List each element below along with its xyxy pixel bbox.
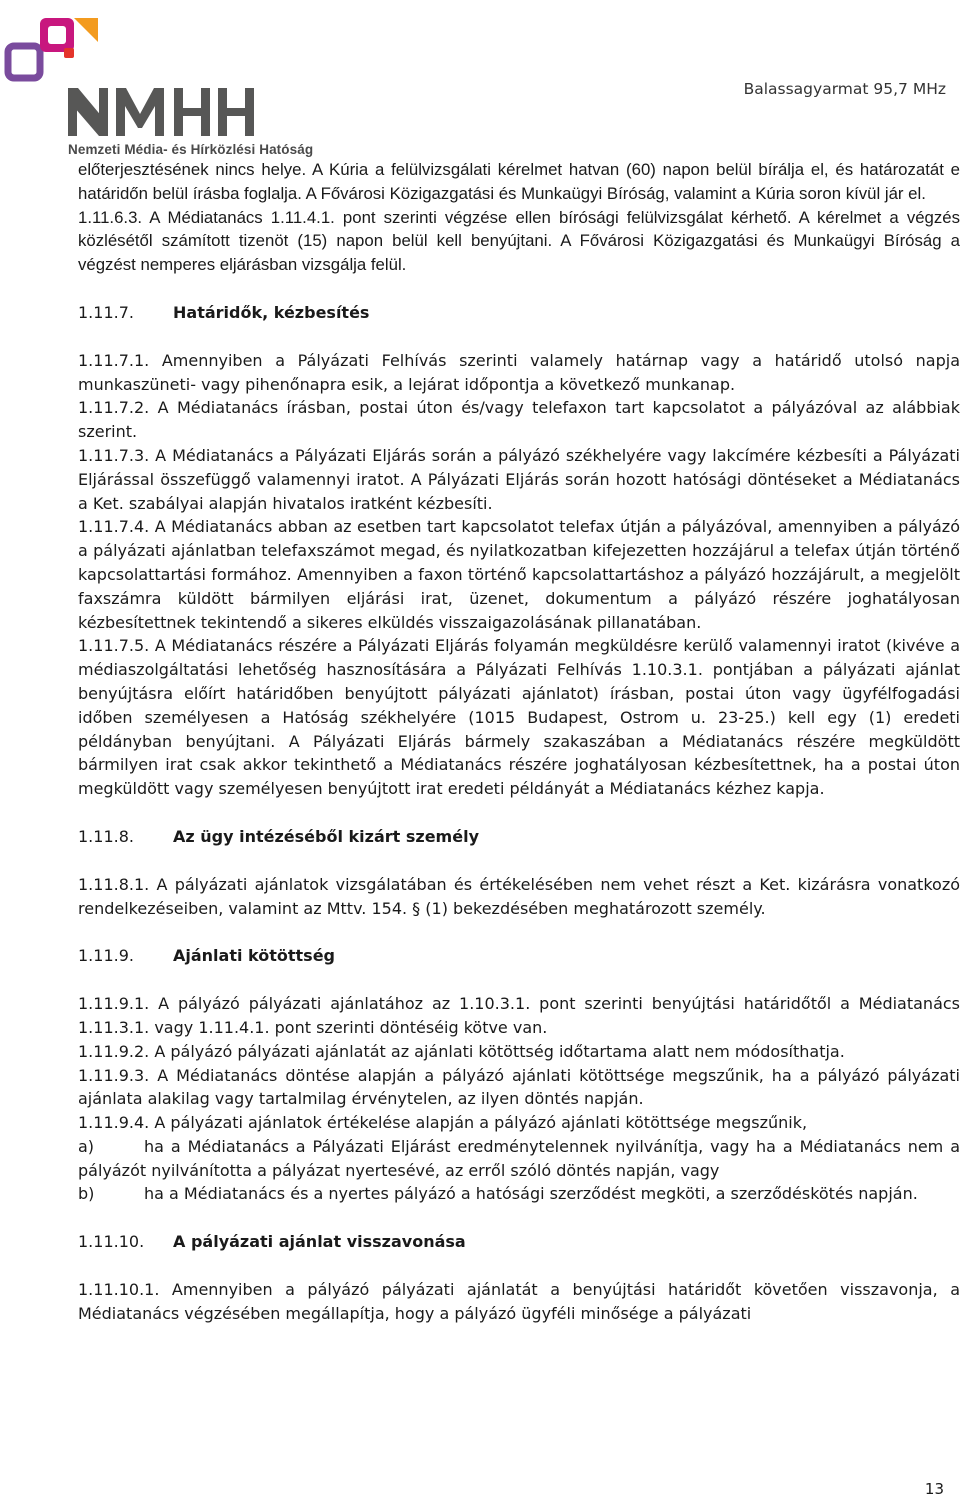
list-text: ha a Médiatanács a Pályázati Eljárást eredménytelennek nyilvánítja, vagy ha a Médiatanács nem a pályázót nyilvánította a pályázat nyertesévé, az erről szóló döntés napján, vagy [78,1136,960,1180]
page-header [0,0,960,157]
station-frequency: Balassagyarmat 95,7 MHz [743,80,946,98]
section-number: 1.11.7. [78,302,134,322]
paragraph-1-11-9-3: 1.11.9.3. A Médiatanács döntése alapján a pályázó ajánlati kötöttsége megszűnik, ha a pályázó pályázati ajánlata alakilag vagy tartalmilag érvénytelen, az ilyen döntés napján. [78,1065,960,1109]
logo-letters-icon [68,86,258,138]
list-item-a [78,1135,960,1183]
paragraph-1-11-6-3: 1.11.6.3. A Médiatanács 1.11.4.1. pont szerinti végzése ellen bírósági felülvizsgálat kérhető. A kérelmet a végzés közlésétől számított tizenöt (15) napon belül kell benyújtani. A Fővárosi Közigazgatási és Munkaügyi Bíróság a végzést nemperes eljárásban vizsgálja felül. [78,207,960,275]
section-number: 1.11.10. [78,1232,145,1252]
document-body [78,158,960,1326]
paragraph-1-11-7-2: 1.11.7.2. A Médiatanács írásban, postai úton és/vagy telefaxon tart kapcsolatot a pályázóval az alábbiak szerint. [78,398,960,442]
section-heading-1-11-8 [78,825,960,849]
section-number: 1.11.9. [78,946,134,966]
paragraph-1-11-8-1: 1.11.8.1. A pályázati ajánlatok vizsgálatában és értékelésében nem vehet részt a Ket. kizárásra vonatkozó rendelkezéseiben, valamint az Mttv. 154. § (1) bekezdésében meghatározott személy. [78,874,960,918]
paragraph-1-11-10-1: 1.11.10.1. Amennyiben a pályázó pályázati ajánlatát a benyújtási határidőt követően visszavonja, a Médiatanács végzésében megállapítja, hogy a pályázó ügyféli minősége a pályázati [78,1280,960,1323]
paragraph-1-11-7-5: 1.11.7.5. A Médiatanács részére a Pályázati Eljárás folyamán megküldésre kerülő valamennyi iratot (kivéve a médiaszolgáltatási lehetőség hasznosítására a Pályázati Felhívás 1.10.3.1. pontjában a pályázati ajánlat benyújtásra előírt határidőben benyújtott pályázati ajánlatot) írásban, postai úton vagy ügyfélfogadási időben személyesen a Hatóság székhelyére (1015 Budapest, Ostrom u. 23-25.) kell egy (1) eredeti példányban benyújtani. A Pályázati Eljárás bármely szakaszában a Médiatanács részére megküldött bármilyen irat csak akkor tekinthető a Médiatanács részére joghatályosan kézbesítettnek, ha a postai úton megküldött vagy személyesen benyújtott irat eredeti példányát a Médiatanács kézhez kapja. [78,636,960,799]
section-heading-1-11-10 [78,1230,960,1254]
logo-mark-icon [4,8,104,88]
nmhh-logo [4,8,364,156]
section-title: Ajánlati kötöttség [173,946,336,966]
paragraph-1-11-7-4: 1.11.7.4. A Médiatanács abban az esetben tart kapcsolatot telefax útján a pályázóval, amennyiben a pályázó a pályázati ajánlatban telefaxszámot megad, és nyilatkozatban kifejezetten hozzájárul a telefax útján történő kapcsolattartási formához. Amennyiben a faxon történő kapcsolattartáshoz a pályázó hozzájárult, a megjelölt faxszámra küldött bármilyen eljárási irat, üzenet, dokumentum a pályázó részére joghatályosan kézbesítettnek tekintendő a sikeres elküldés visszaigazolásának pillanatában. [78,517,960,632]
list-label: b) [78,1184,95,1204]
section-title: Az ügy intézéséből kizárt személy [173,826,479,846]
section-title: Határidők, kézbesítés [173,302,370,322]
paragraph-1-11-7-3: 1.11.7.3. A Médiatanács a Pályázati Eljárás során a pályázó székhelyére vagy lakcímére kézbesíti a Pályázati Eljárással összefüggő valamennyi iratot. A Pályázati Eljárás során hozott hatósági döntéseket a Médiatanács a Ket. szabályai alapján hivatalos iratként kézbesíti. [78,445,960,513]
section-number: 1.11.8. [78,826,134,846]
organization-name: Nemzeti Média- és Hírközlési Hatóság [68,142,314,157]
list-label: a) [78,1136,95,1156]
section-heading-1-11-7 [78,301,960,325]
paragraph-1-11-9-2: 1.11.9.2. A pályázó pályázati ajánlatát az ajánlati kötöttség időtartama alatt nem módosíthatja. [78,1041,845,1061]
intro-paragraph: előterjesztésének nincs helye. A Kúria a felülvizsgálati kérelmet hatvan (60) napon belül bírálja el, és határozatát e határidőn belül írásba foglalja. A Fővárosi Közigazgatási és Munkaügyi Bíróság, valamint a Kúria soron kívül jár el. [78,160,960,203]
section-heading-1-11-9 [78,944,960,968]
list-item-b [78,1182,960,1206]
section-title: A pályázati ajánlat visszavonása [173,1232,466,1252]
paragraph-1-11-7-1: 1.11.7.1. Amennyiben a Pályázati Felhívás szerinti valamely határnap vagy a határidő utolsó napja munkaszüneti- vagy pihenőnapra esik, a lejárat időpontja a következő munkanap. [78,350,960,394]
paragraph-1-11-9-1: 1.11.9.1. A pályázó pályázati ajánlatához az 1.10.3.1. pont szerinti benyújtási határidőtől a Médiatanács 1.11.3.1. vagy 1.11.4.1. pont szerinti döntéséig kötve van. [78,994,960,1037]
list-text: ha a Médiatanács és a nyertes pályázó a hatósági szerződést megköti, a szerződéskötés napján. [144,1184,918,1204]
paragraph-1-11-9-4: 1.11.9.4. A pályázati ajánlatok értékelése alapján a pályázó ajánlati kötöttsége megszűnik, [78,1113,808,1133]
page-number: 13 [924,1480,944,1498]
